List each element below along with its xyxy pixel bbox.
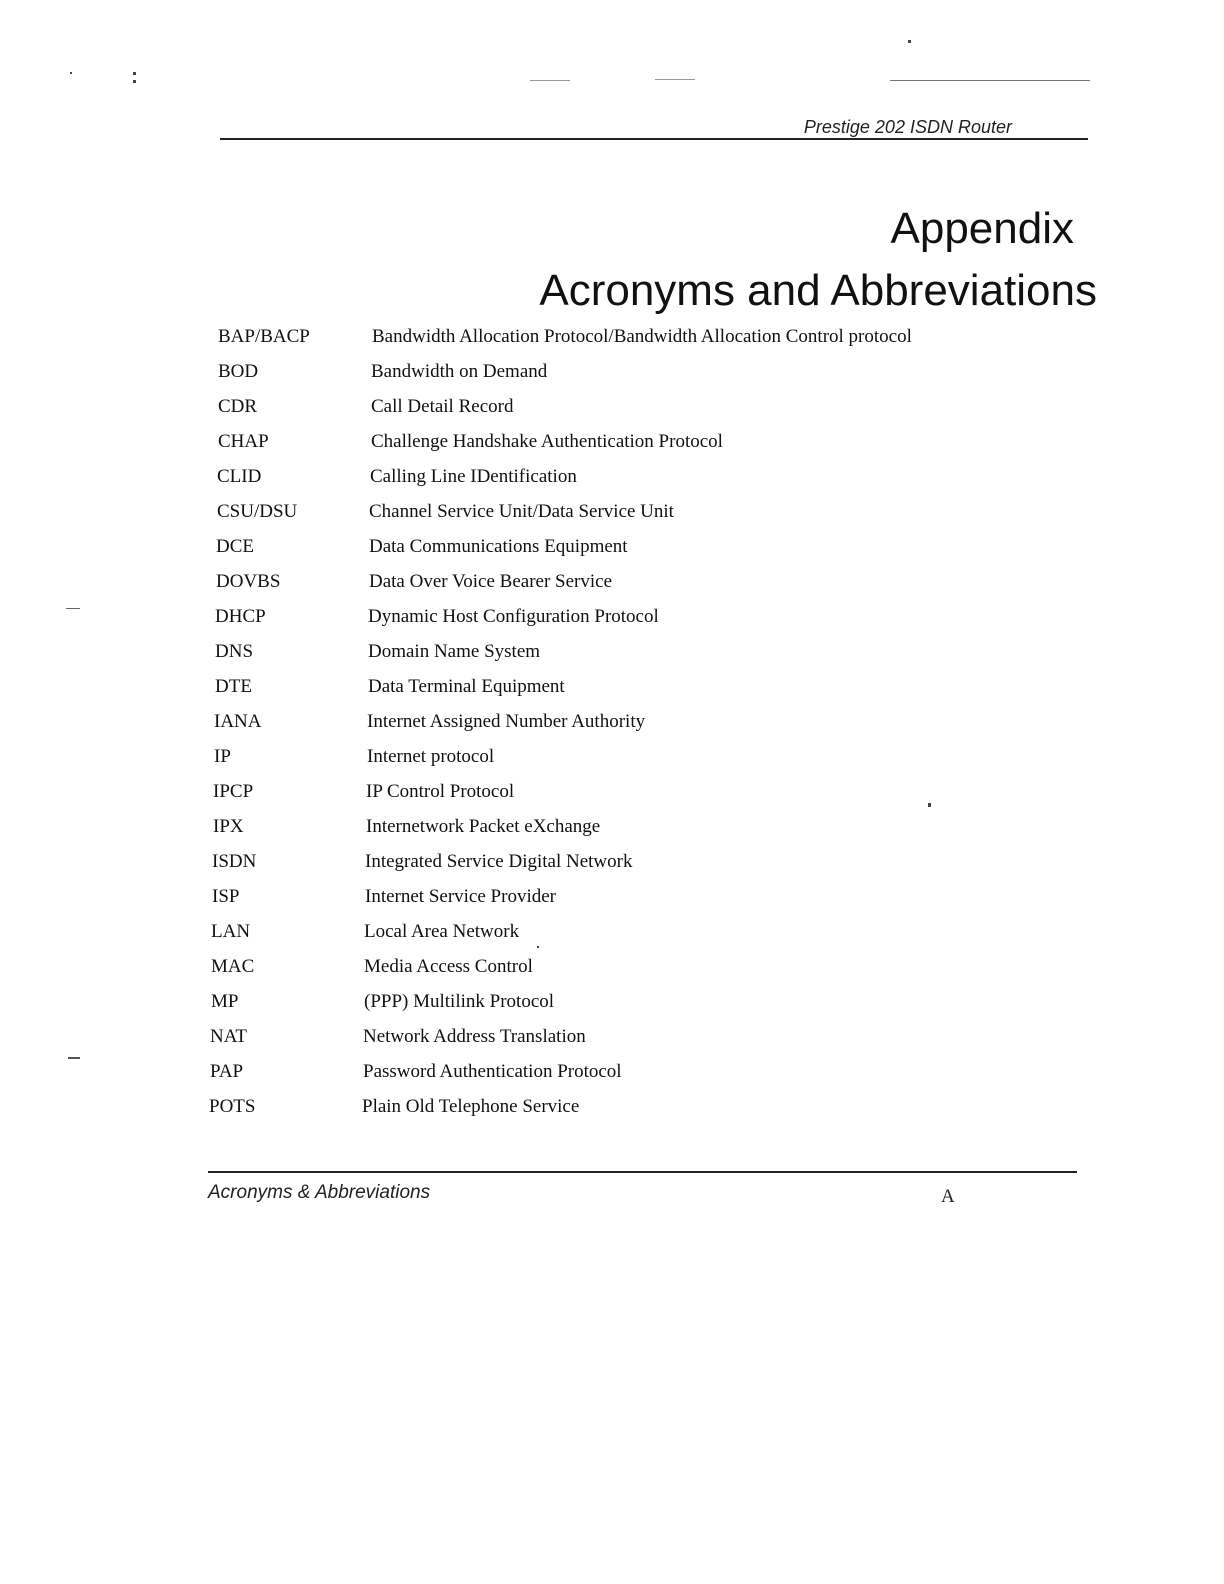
acronym-definition: Call Detail Record — [371, 396, 514, 417]
acronym-definition: Challenge Handshake Authentication Protocol — [371, 431, 723, 452]
acronym-term: BAP/BACP — [218, 326, 310, 347]
footer-section-title: Acronyms & Abbreviations — [208, 1182, 431, 1203]
acronym-definition: Bandwidth Allocation Protocol/Bandwidth Allocation Control protocol — [372, 326, 912, 347]
acronym-definition: Dynamic Host Configuration Protocol — [368, 606, 659, 627]
acronym-term: ISP — [212, 886, 240, 907]
acronym-definition: Network Address Translation — [363, 1026, 586, 1047]
acronym-term: POTS — [209, 1096, 256, 1117]
acronym-definition: Internetwork Packet eXchange — [366, 816, 601, 837]
page-subtitle: Acronyms and Abbreviations — [539, 266, 1097, 315]
acronym-term: IP — [214, 746, 231, 767]
acronym-term: NAT — [210, 1026, 247, 1047]
scan-speck — [68, 1057, 80, 1059]
acronym-definition: Data Over Voice Bearer Service — [369, 571, 613, 592]
scan-speck — [655, 79, 695, 80]
acronym-definition: Plain Old Telephone Service — [362, 1096, 580, 1117]
acronym-term: IANA — [214, 711, 262, 732]
acronym-definition: Calling Line IDentification — [370, 466, 577, 487]
running-header: Prestige 202 ISDN Router — [803, 117, 1012, 137]
acronym-definition: Data Communications Equipment — [369, 536, 628, 557]
acronym-term: MP — [211, 991, 239, 1012]
acronym-definition: Password Authentication Protocol — [363, 1061, 622, 1082]
acronym-definition: Data Terminal Equipment — [368, 676, 565, 697]
scan-speck — [133, 72, 136, 75]
acronym-term: IPCP — [213, 781, 254, 802]
acronym-definition: Integrated Service Digital Network — [365, 851, 633, 872]
acronym-definition: Internet protocol — [367, 746, 495, 767]
acronym-term: DHCP — [215, 606, 266, 627]
footer-rule — [208, 1171, 1077, 1173]
scan-speck — [133, 80, 136, 83]
acronym-definition: Domain Name System — [368, 641, 541, 662]
acronym-term: LAN — [211, 921, 251, 942]
scan-speck — [928, 803, 931, 807]
acronym-term: DTE — [215, 676, 252, 697]
acronym-definition: (PPP) Multilink Protocol — [364, 991, 555, 1012]
acronym-term: DCE — [216, 536, 254, 557]
acronym-term: PAP — [210, 1061, 244, 1082]
acronym-definition: Local Area Network — [364, 921, 520, 942]
scan-speck — [537, 946, 539, 948]
header-rule — [220, 138, 1088, 140]
scan-speck — [66, 608, 80, 609]
scan-speck — [890, 80, 1090, 81]
acronym-term: CHAP — [218, 431, 269, 452]
acronym-definition: Internet Assigned Number Authority — [367, 711, 646, 732]
scan-speck — [908, 40, 911, 43]
page-title: Appendix — [890, 204, 1074, 253]
acronym-term: MAC — [211, 956, 255, 977]
acronym-term: CDR — [218, 396, 258, 417]
acronym-term: CSU/DSU — [217, 501, 298, 522]
acronym-definition: Media Access Control — [364, 956, 533, 977]
acronym-term: ISDN — [212, 851, 257, 872]
acronym-definition: Internet Service Provider — [365, 886, 556, 907]
acronym-definition: IP Control Protocol — [366, 781, 515, 802]
acronym-term: BOD — [218, 361, 259, 382]
acronym-term: DNS — [215, 641, 254, 662]
acronym-definition: Bandwidth on Demand — [371, 361, 548, 382]
scan-speck — [530, 80, 570, 81]
acronym-definition: Channel Service Unit/Data Service Unit — [369, 501, 674, 522]
scan-speck — [70, 72, 72, 74]
acronym-term: CLID — [217, 466, 262, 487]
acronym-term: IPX — [213, 816, 244, 837]
acronym-term: DOVBS — [216, 571, 281, 592]
page-number: A — [941, 1186, 955, 1207]
